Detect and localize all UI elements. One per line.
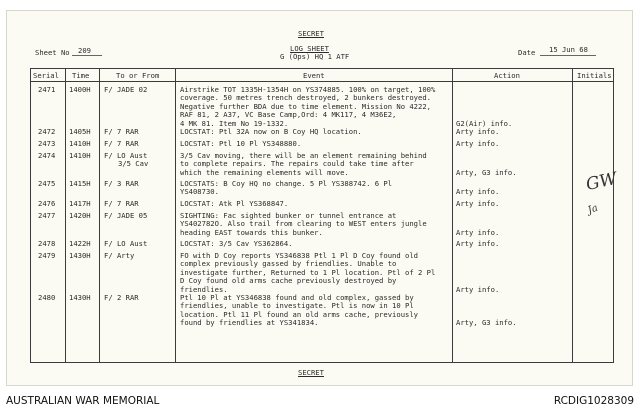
event-line: Negative further BDA due to time element. Mission No 4222, bbox=[180, 101, 431, 111]
to-from-cell: F/ LO Aust bbox=[104, 239, 148, 248]
action-cell: Arty info. bbox=[456, 227, 500, 237]
event-line: friendlies, unable to investigate. Ptl is now in 10 Pl bbox=[180, 301, 414, 311]
serial-cell: 2480 bbox=[38, 293, 56, 302]
time-cell: 1400H bbox=[69, 85, 91, 94]
event-line: 4 MK 81. Item No 19-1332. bbox=[180, 118, 289, 128]
event-line: SIGHTING: Fac sighted bunker or tunnel entrance at bbox=[180, 211, 397, 220]
action-cell: Arty info. bbox=[456, 284, 500, 294]
event-line: found by friendlies at YS341834. bbox=[180, 318, 319, 328]
serial-cell: 2479 bbox=[38, 251, 56, 260]
action-cell: Arty, G3 info. bbox=[456, 167, 517, 177]
action-cell: Arty info. bbox=[456, 199, 500, 208]
col-time: Time bbox=[72, 71, 90, 80]
action-cell: Arty info. bbox=[456, 239, 500, 248]
time-cell: 1417H bbox=[69, 199, 91, 208]
date-value: 15 Jun 68 bbox=[549, 45, 588, 54]
initials-ja: Ja bbox=[586, 202, 600, 217]
to-from-cell: F/ 3 RAR bbox=[104, 179, 139, 188]
time-cell: 1430H bbox=[69, 293, 91, 302]
serial-cell: 2478 bbox=[38, 239, 56, 248]
time-cell: 1420H bbox=[69, 211, 91, 220]
event-line: LOCSTAT: Ptl 32A now on B Coy HQ location. bbox=[180, 127, 362, 136]
event-line: which the remaining elements will move. bbox=[180, 167, 349, 177]
archive-footer bbox=[0, 390, 640, 416]
event-line: complex previously gassed by friendlies. Unable to bbox=[180, 259, 397, 269]
serial-cell: 2474 bbox=[38, 151, 56, 160]
log-sheet-title: LOG SHEET bbox=[290, 44, 329, 53]
time-cell: 1422H bbox=[69, 239, 91, 248]
event-line: RAF 81, 2 A37, VC Base Camp,Ord: 4 MK117, 4 M36E2, bbox=[180, 110, 397, 120]
time-cell: 1405H bbox=[69, 127, 91, 136]
action-cell: Arty, G3 info. bbox=[456, 318, 517, 328]
event-line: LOCSTAT: Ptl 10 Pl YS348880. bbox=[180, 139, 302, 148]
serial-cell: 2473 bbox=[38, 139, 56, 148]
to-from-cell: F/ JADE 05 bbox=[104, 211, 148, 220]
to-from-cell: F/ Arty bbox=[104, 251, 135, 260]
sheet-no-value: 209 bbox=[78, 46, 91, 55]
event-line: location. Ptl 11 Pl found an old arms cache, previously bbox=[180, 309, 418, 319]
event-line: YS408730. bbox=[180, 187, 219, 197]
sheet-no-label: Sheet No bbox=[35, 48, 70, 57]
event-line: coverage. 50 metres trench destroyed, 2 bunkers destroyed. bbox=[180, 93, 431, 103]
date-label: Date bbox=[518, 48, 536, 57]
serial-cell: 2472 bbox=[38, 127, 56, 136]
col-event: Event bbox=[303, 71, 325, 80]
action-cell: Arty info. bbox=[456, 127, 500, 136]
action-cell: Arty info. bbox=[456, 139, 500, 148]
col-initials: Initials bbox=[577, 71, 612, 80]
time-cell: 1415H bbox=[69, 179, 91, 188]
time-cell: 1430H bbox=[69, 251, 91, 260]
to-from-cell: F/ JADE 02 bbox=[104, 85, 148, 94]
event-line: LOCSTAT: 3/5 Cav YS362864. bbox=[180, 239, 293, 248]
col-serial: Serial bbox=[33, 71, 59, 80]
to-from-cell: F/ 7 RAR bbox=[104, 199, 139, 208]
time-cell: 1410H bbox=[69, 151, 91, 160]
to-from-cell: F/ 7 RAR bbox=[104, 139, 139, 148]
serial-cell: 2471 bbox=[38, 85, 56, 94]
event-line: friendlies. bbox=[180, 284, 228, 294]
unit-title: G (Ops) HQ 1 ATF bbox=[280, 52, 350, 61]
event-line: FO with D Coy reports YS346838 Ptl 1 Pl D Coy found old bbox=[180, 251, 418, 260]
col-action: Action bbox=[494, 71, 520, 80]
serial-cell: 2477 bbox=[38, 211, 56, 220]
event-line: LOCSTAT: Atk Pl YS368847. bbox=[180, 199, 289, 208]
event-line: YS402782O. Also trail from clearing to WEST enters jungle bbox=[180, 219, 427, 229]
event-line: to complete repairs. The repairs could take time after bbox=[180, 159, 414, 169]
event-line: D Coy found old arms cache previously destroyed by bbox=[180, 276, 397, 286]
serial-cell: 2476 bbox=[38, 199, 56, 208]
to-from-cell: F/ 2 RAR bbox=[104, 293, 139, 302]
event-line: heading EAST towards this bunker. bbox=[180, 227, 323, 237]
archive-id: RCDIG1028309 bbox=[553, 395, 634, 407]
secret-header: SECRET bbox=[298, 29, 324, 38]
event-line: Ptl 10 Pl at YS346838 found and old complex, gassed by bbox=[180, 293, 414, 302]
secret-footer: SECRET bbox=[298, 368, 324, 377]
to-from-cell: F/ 7 RAR bbox=[104, 127, 139, 136]
event-line: Airstrike TOT 1335H-1354H on YS374885. 100% on target, 100% bbox=[180, 85, 436, 94]
to-from-cell: F/ LO Aust bbox=[104, 151, 148, 160]
event-line: LOCSTATS: B Coy HQ no change. 5 Pl YS388742. 6 Pl bbox=[180, 179, 393, 188]
time-cell: 1410H bbox=[69, 139, 91, 148]
archive-name: AUSTRALIAN WAR MEMORIAL bbox=[6, 395, 160, 407]
event-line: 3/5 Cav moving, there will be an element remaining behind bbox=[180, 151, 427, 160]
to-from-cell: 3/5 Cav bbox=[118, 159, 149, 169]
serial-cell: 2475 bbox=[38, 179, 56, 188]
action-cell: Arty info. bbox=[456, 187, 500, 197]
initials-gw: GW bbox=[584, 168, 619, 196]
col-to-from: To or From bbox=[116, 71, 160, 80]
event-line: investigate further, Returned to 1 Pl location. Ptl of 2 Pl bbox=[180, 267, 436, 277]
log-sheet-page bbox=[6, 10, 633, 386]
action-cell: G2(Air) info. bbox=[456, 118, 513, 128]
